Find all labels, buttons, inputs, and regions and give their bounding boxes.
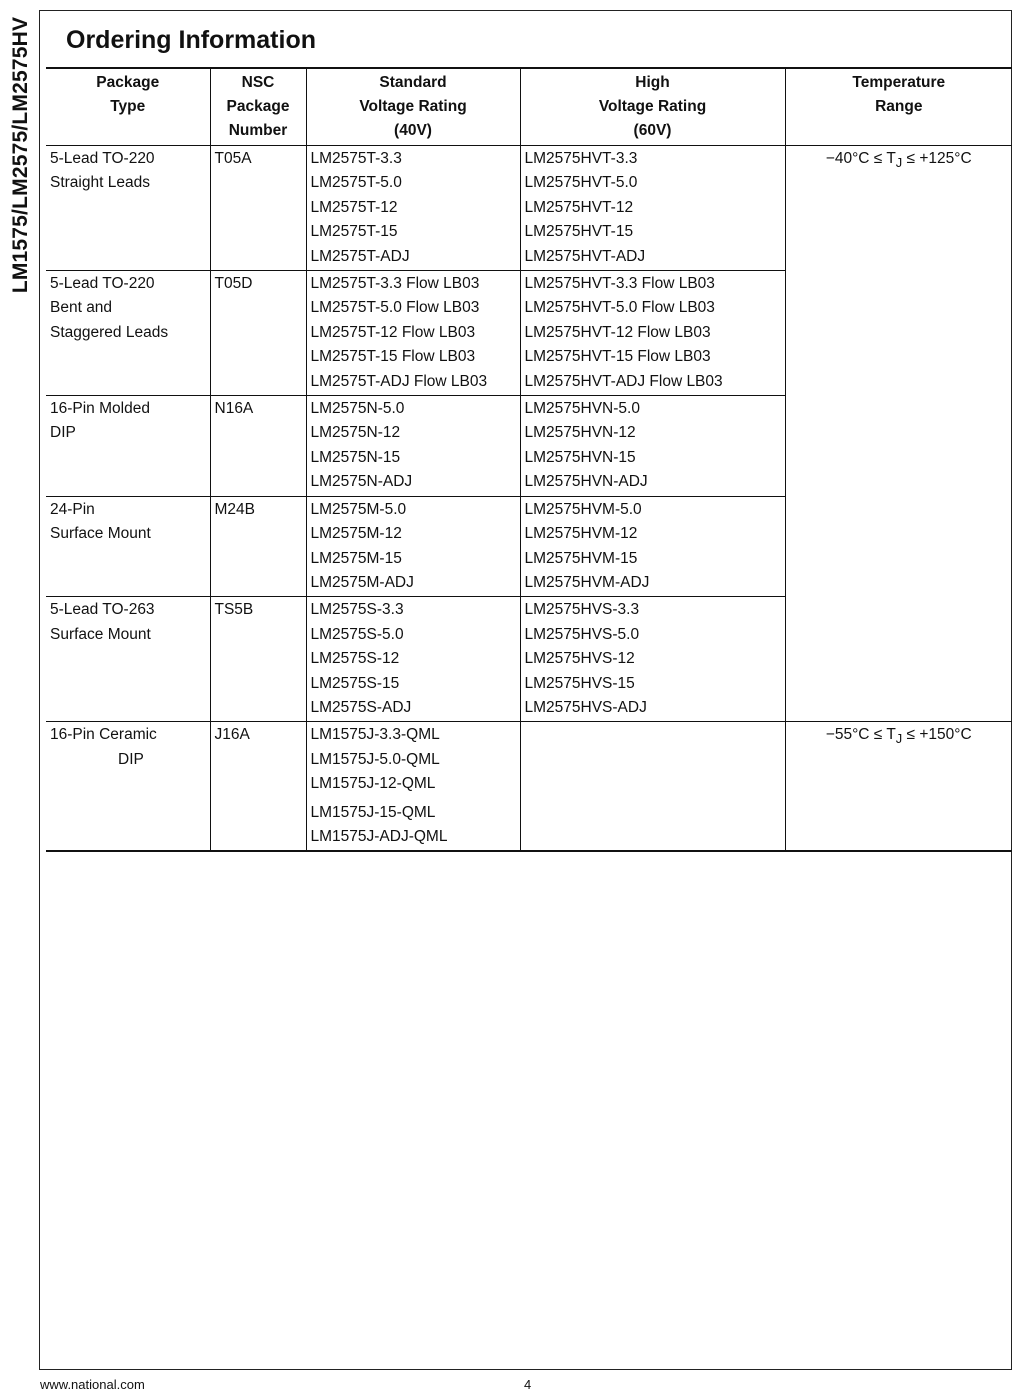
- cell-package-number: M24B: [210, 496, 306, 597]
- header-package-type: Package Type: [46, 68, 210, 146]
- cell-package-number: J16A: [210, 722, 306, 852]
- cell-package-type: 5-Lead TO-220 Bent and Staggered Leads: [46, 271, 210, 396]
- temperature-range-text: $-55^\circ C \le T_J \le +150^\circ C$: [825, 726, 972, 747]
- cell-standard-parts: LM2575T-3.3 Flow LB03 LM2575T-5.0 Flow LB03 LM2575T-12 Flow LB03 LM2575T-15 Flow LB03 LM2575T-ADJ Flow LB03: [306, 271, 520, 396]
- cell-high-parts: LM2575HVM-5.0 LM2575HVM-12 LM2575HVM-15 LM2575HVM-ADJ: [520, 496, 785, 597]
- side-title-text: LM1575/LM2575/LM2575HV: [9, 16, 32, 294]
- footer-url[interactable]: www.national.com: [40, 1377, 145, 1392]
- side-title: [6, 10, 36, 300]
- cell-package-number: T05D: [210, 271, 306, 396]
- cell-standard-parts: LM2575T-3.3 LM2575T-5.0 LM2575T-12 LM2575T-15 LM2575T-ADJ: [306, 146, 520, 271]
- table-row: [46, 146, 1012, 271]
- header-temperature-range: Temperature Range: [785, 68, 1012, 146]
- temperature-range-text: $-40^\circ C \le T_J \le +125^\circ C$: [825, 150, 972, 171]
- cell-standard-parts: LM2575S-3.3 LM2575S-5.0 LM2575S-12 LM2575S-15 LM2575S-ADJ: [306, 597, 520, 722]
- cell-package-type: 16-Pin Molded DIP: [46, 396, 210, 497]
- cell-package-type: 5-Lead TO-263 Surface Mount: [46, 597, 210, 722]
- footer-page-number: 4: [524, 1377, 532, 1392]
- header-package-number: NSC Package Number: [210, 68, 306, 146]
- header-standard-voltage: Standard Voltage Rating (40V): [306, 68, 520, 146]
- cell-package-type: 16-Pin Ceramic DIP: [46, 722, 210, 852]
- cell-temperature-range-commercial: [785, 146, 1012, 722]
- section-heading: Ordering Information: [66, 26, 316, 54]
- table-header-row: [46, 68, 1012, 146]
- ordering-table: [46, 67, 1012, 852]
- cell-package-number: N16A: [210, 396, 306, 497]
- table-row: [46, 722, 1012, 852]
- cell-high-parts: LM2575HVN-5.0 LM2575HVN-12 LM2575HVN-15 LM2575HVN-ADJ: [520, 396, 785, 497]
- cell-package-number: T05A: [210, 146, 306, 271]
- cell-package-number: TS5B: [210, 597, 306, 722]
- cell-standard-parts: LM2575M-5.0 LM2575M-12 LM2575M-15 LM2575M-ADJ: [306, 496, 520, 597]
- cell-high-parts: LM2575HVS-3.3 LM2575HVS-5.0 LM2575HVS-12 LM2575HVS-15 LM2575HVS-ADJ: [520, 597, 785, 722]
- cell-package-type: 5-Lead TO-220 Straight Leads: [46, 146, 210, 271]
- cell-standard-parts: LM2575N-5.0 LM2575N-12 LM2575N-15 LM2575N-ADJ: [306, 396, 520, 497]
- cell-standard-parts: LM1575J-3.3-QML LM1575J-5.0-QML LM1575J-12-QML LM1575J-15-QML LM1575J-ADJ-QML: [306, 722, 520, 852]
- cell-package-type: 24-Pin Surface Mount: [46, 496, 210, 597]
- cell-temperature-range-military: [785, 722, 1012, 852]
- header-high-voltage: High Voltage Rating (60V): [520, 68, 785, 146]
- cell-high-parts: LM2575HVT-3.3 LM2575HVT-5.0 LM2575HVT-12 LM2575HVT-15 LM2575HVT-ADJ: [520, 146, 785, 271]
- cell-high-parts-empty: [520, 722, 785, 852]
- cell-high-parts: LM2575HVT-3.3 Flow LB03 LM2575HVT-5.0 Flow LB03 LM2575HVT-12 Flow LB03 LM2575HVT-15 Flow LB03 LM2575HVT-ADJ Flow LB03: [520, 271, 785, 396]
